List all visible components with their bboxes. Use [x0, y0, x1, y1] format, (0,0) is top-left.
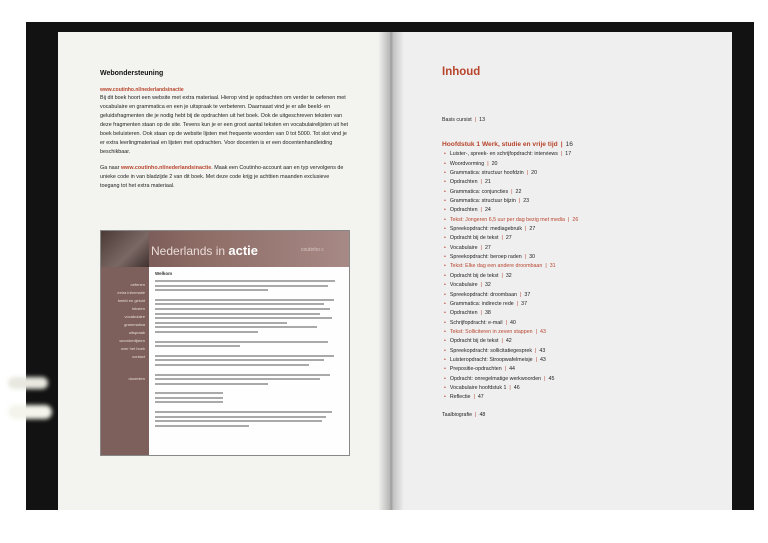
separator: | — [516, 300, 519, 307]
toc-item[interactable] — [442, 319, 692, 328]
toc-chapter[interactable] — [442, 139, 692, 150]
separator: | — [475, 411, 477, 418]
separator: | — [501, 272, 503, 279]
text-line — [155, 289, 268, 291]
left-page-content — [100, 70, 350, 191]
text-line — [155, 331, 258, 333]
paragraph-2 — [100, 164, 350, 191]
website-link[interactable]: www.coutinho.nl/nederlandsinactie — [100, 87, 184, 93]
toc-item[interactable] — [442, 197, 692, 206]
toc-item-page: 45 — [548, 375, 555, 382]
toc-item-page: 31 — [549, 263, 556, 270]
separator: | — [480, 207, 482, 214]
toc-item-page: 30 — [529, 254, 536, 261]
toc-item-page: 21 — [484, 179, 491, 186]
separator: | — [518, 198, 521, 205]
screenshot-nav-item: uitspraak — [128, 330, 145, 335]
toc-item[interactable] — [442, 291, 692, 300]
toc-item-label: Tekst: Elke dag een andere droombaan — [449, 263, 543, 270]
screenshot-title — [151, 243, 258, 258]
separator: | — [480, 179, 482, 186]
paragraph-1-end: Voor docenten is er een docentenhandleiding beschikbaar. — [100, 140, 333, 155]
book-gutter — [378, 32, 404, 510]
text-line — [155, 326, 317, 328]
toc-item[interactable] — [442, 150, 692, 159]
toc-item-label: Opdrachten — [449, 179, 478, 186]
separator: | — [535, 356, 537, 363]
toc-item-label: Woordvorming — [449, 160, 485, 167]
nav-spacer — [101, 267, 149, 281]
toc-item[interactable] — [442, 281, 692, 290]
text-line — [155, 317, 332, 319]
screenshot-nav-item: contact — [132, 354, 145, 359]
screenshot-nav-item: grammatica — [124, 322, 145, 327]
toc-item-label: Luisteropdracht: Stroopwafelmeisje — [449, 356, 533, 363]
separator: | — [501, 235, 503, 242]
toc-item-page: 43 — [539, 347, 546, 354]
toc-item-label: Grammatica: conjuncties — [449, 188, 509, 195]
toc-item[interactable] — [442, 384, 692, 393]
separator: | — [524, 254, 527, 261]
text-line — [155, 345, 240, 347]
screenshot-title-pre: Nederlands in — [151, 244, 226, 258]
text-line — [155, 378, 320, 380]
screenshot-body — [155, 271, 343, 429]
separator: | — [487, 160, 489, 167]
chapter-page: 16 — [565, 141, 573, 149]
text-line — [155, 280, 335, 282]
toc-item-label: Grammatica: indirecte rede — [449, 300, 514, 307]
chapter-title: Werk, studie en vrije tijd — [481, 141, 558, 149]
screenshot-title-bold: actie — [228, 243, 259, 258]
toc-item-label: Tekst: Solliciteren in zeven stappen — [449, 328, 533, 335]
separator: | — [560, 141, 563, 149]
separator: | — [526, 170, 529, 177]
text-line — [155, 364, 309, 366]
toc-item-label: Opdracht: onregelmatige werkwoorden — [449, 375, 542, 382]
separator: | — [474, 117, 477, 123]
toc-item-page: 24 — [484, 207, 491, 214]
separator: | — [505, 319, 507, 326]
text-line — [155, 359, 324, 361]
toc-item[interactable] — [442, 188, 692, 197]
separator: | — [544, 375, 546, 382]
toc-item-page: 44 — [509, 366, 515, 373]
screenshot-nav-item: over het boek — [120, 346, 145, 351]
toc-item-page: 22 — [515, 188, 522, 195]
toc-item-page: 26 — [572, 216, 579, 223]
paragraph-2-link[interactable]: www.coutinho.nl/nederlandsinactie — [120, 165, 212, 171]
text-line — [155, 313, 320, 315]
separator: | — [509, 384, 511, 391]
toc-item[interactable] — [442, 244, 692, 253]
toc-item[interactable] — [442, 328, 692, 337]
toc-item-page: 20 — [491, 160, 498, 167]
toc-item-label: Opdrachten — [449, 310, 478, 317]
toc-item-label: Prepositie-opdrachten — [449, 366, 502, 373]
paragraph-2-pre: Ga naar — [100, 165, 120, 171]
toc-item-label: Opdracht bij de tekst — [449, 272, 499, 279]
toc-item-label: Grammatica: structuur hoofdzin — [449, 170, 524, 177]
light-glare — [8, 377, 48, 389]
toc-item[interactable] — [442, 225, 692, 234]
text-line — [155, 322, 287, 324]
separator: | — [560, 151, 563, 158]
screenshot-nav-item: vocabulaire — [124, 314, 145, 319]
toc-item-label: Spreekopdracht: beroep raden — [449, 254, 522, 261]
separator: | — [480, 282, 482, 289]
separator: | — [480, 244, 482, 251]
toc-intro[interactable] — [442, 116, 692, 125]
toc-item[interactable] — [442, 375, 692, 384]
toc-intro-page: 13 — [479, 117, 486, 123]
separator: | — [568, 216, 570, 223]
toc-item[interactable] — [442, 178, 692, 187]
separator: | — [480, 310, 482, 317]
screenshot-logo: coutinho c — [301, 247, 324, 253]
toc-item[interactable] — [442, 169, 692, 178]
separator: | — [501, 338, 503, 345]
toc-item-page: 37 — [521, 300, 528, 307]
screenshot-nav-item: teksten — [132, 306, 145, 311]
toc-item-label: Opdrachten — [449, 207, 478, 214]
chapter-label: Hoofdstuk 1 — [442, 141, 481, 149]
toc-item-page: 27 — [505, 235, 512, 242]
text-line — [155, 416, 326, 418]
separator: | — [511, 188, 513, 195]
section-heading: Webondersteuning — [100, 70, 164, 77]
toc-item-page: 43 — [540, 328, 546, 335]
toc-item-label: Vocabulaire hoofdstuk 1 — [449, 384, 507, 391]
screenshot-nav-item: extra informatie — [117, 290, 145, 295]
toc-item[interactable] — [442, 160, 692, 169]
toc-item-page: 37 — [524, 291, 531, 298]
text-line — [155, 341, 328, 343]
separator: | — [535, 347, 537, 354]
text-line — [155, 425, 249, 427]
screenshot-nav — [101, 267, 149, 455]
toc-footer-label: Taalbiografie — [442, 411, 473, 418]
toc-item-label: Schrijfopdracht: e-mail — [449, 319, 503, 326]
toc-item-page: 32 — [505, 272, 512, 279]
toc-item-label: Spreekopdracht: droombaan — [449, 291, 517, 298]
toc-item-page: 47 — [477, 394, 484, 401]
screenshot-photo — [101, 231, 149, 267]
text-line — [155, 299, 334, 301]
toc-item[interactable] — [442, 365, 692, 374]
toc-item-label: Spreekopdracht: sollicitatiegesprek — [449, 347, 533, 354]
screenshot-nav-item: woordenlijsten — [119, 338, 145, 343]
toc-item[interactable] — [442, 206, 692, 215]
text-line — [155, 374, 330, 376]
toc-item-page: 20 — [531, 170, 538, 177]
toc-item[interactable] — [442, 337, 692, 346]
toc-item[interactable] — [442, 393, 692, 402]
text-line — [155, 383, 268, 385]
toc-footer-page: 48 — [479, 411, 486, 418]
screenshot-nav-item: beeld en geluid — [117, 298, 145, 303]
toc-item-page: 27 — [529, 226, 536, 233]
toc-item[interactable] — [442, 216, 692, 225]
toc-item-page: 40 — [509, 319, 516, 326]
separator: | — [473, 394, 475, 401]
toc-item-page: 17 — [565, 151, 572, 158]
separator: | — [545, 263, 547, 270]
toc-item[interactable] — [442, 300, 692, 309]
text-line — [155, 355, 334, 357]
toc-item-page: 23 — [523, 198, 530, 205]
separator: | — [525, 226, 527, 233]
toc-item-label: Opdracht bij de tekst — [449, 235, 499, 242]
screenshot-nav-item: docenten — [128, 376, 145, 381]
toc-item-page: 46 — [513, 384, 520, 391]
toc-item-page: 32 — [484, 282, 491, 289]
screenshot-nav-item: oefenen — [130, 282, 145, 287]
toc-title: Inhoud — [442, 66, 481, 78]
toc-item-label: Reflectie — [449, 394, 471, 401]
toc-item-label: Tekst: Jongeren 6,5 uur per dag bezig met media — [449, 216, 565, 223]
toc-item-list — [442, 150, 692, 402]
toc-item-page: 38 — [484, 310, 491, 317]
toc-item[interactable] — [442, 234, 692, 243]
separator: | — [535, 328, 537, 335]
toc-item-page: 42 — [505, 338, 512, 345]
toc-item[interactable] — [442, 253, 692, 262]
nav-spacer — [101, 361, 149, 375]
toc-item-label: Grammatica: structuur bijzin — [449, 198, 516, 205]
toc-item[interactable] — [442, 347, 692, 356]
toc-item[interactable] — [442, 356, 692, 365]
website-screenshot — [100, 230, 350, 456]
toc-item-label: Spreekopdracht: mediagebruik — [449, 226, 522, 233]
toc-footer[interactable] — [442, 411, 692, 420]
toc-intro-label: Basis cursist — [442, 117, 472, 123]
text-line — [155, 401, 223, 403]
separator: | — [520, 291, 522, 298]
paragraph-1 — [100, 94, 350, 157]
text-line — [155, 420, 322, 422]
text-line — [155, 285, 328, 287]
toc-item[interactable] — [442, 272, 692, 281]
toc-item-label: Vocabulaire — [449, 244, 478, 251]
separator: | — [504, 366, 507, 373]
text-line — [155, 303, 324, 305]
paragraph-1-text: Bij dit boek hoort een website met extra materiaal. Hierop vind je opdrachten om verder te oefenen met vocabulaire en grammatica en een je uitspraak te verbeteren. Daarnaast vind je er alle beeld- en geluidsfragmenten die je nodig hebt bij de opdrachten uit het boek. Ook de uitgeschreven teksten van deze fragmenten staan op de site. Tevens kun je er een groot aantal teksten en vocabulairelijsten uit het boek beluisteren. Ook staan op de website lijsten met frequente woorden van 0 tot 5000. Tot slot vind je er extra leerlingmateriaal en lijsten met opdrachten. — [100, 95, 349, 146]
toc-item-label: Vocabulaire — [449, 282, 478, 289]
toc-item[interactable] — [442, 309, 692, 318]
light-glare-2 — [8, 405, 52, 419]
text-line — [155, 308, 330, 310]
toc-item-page: 43 — [539, 356, 546, 363]
toc-item-label: Opdracht bij de tekst — [449, 338, 499, 345]
right-page-content — [442, 66, 692, 420]
text-line — [155, 411, 332, 413]
text-line — [155, 392, 223, 394]
paragraph-2-post: . Maak een Coutinho-account aan en typ vervolgens de unieke code in van bladzijde 2 van dit boek. Met deze code krijg je achttien maanden exclusieve toegang tot het extra materiaal. — [100, 165, 344, 189]
toc-item-page: 27 — [484, 244, 491, 251]
toc-item[interactable] — [442, 262, 692, 271]
screenshot-body-title: Welkom — [155, 271, 173, 276]
toc-item-label: Luister-, spreek- en schrijfopdracht: interviews — [449, 151, 558, 158]
text-line — [155, 397, 223, 399]
